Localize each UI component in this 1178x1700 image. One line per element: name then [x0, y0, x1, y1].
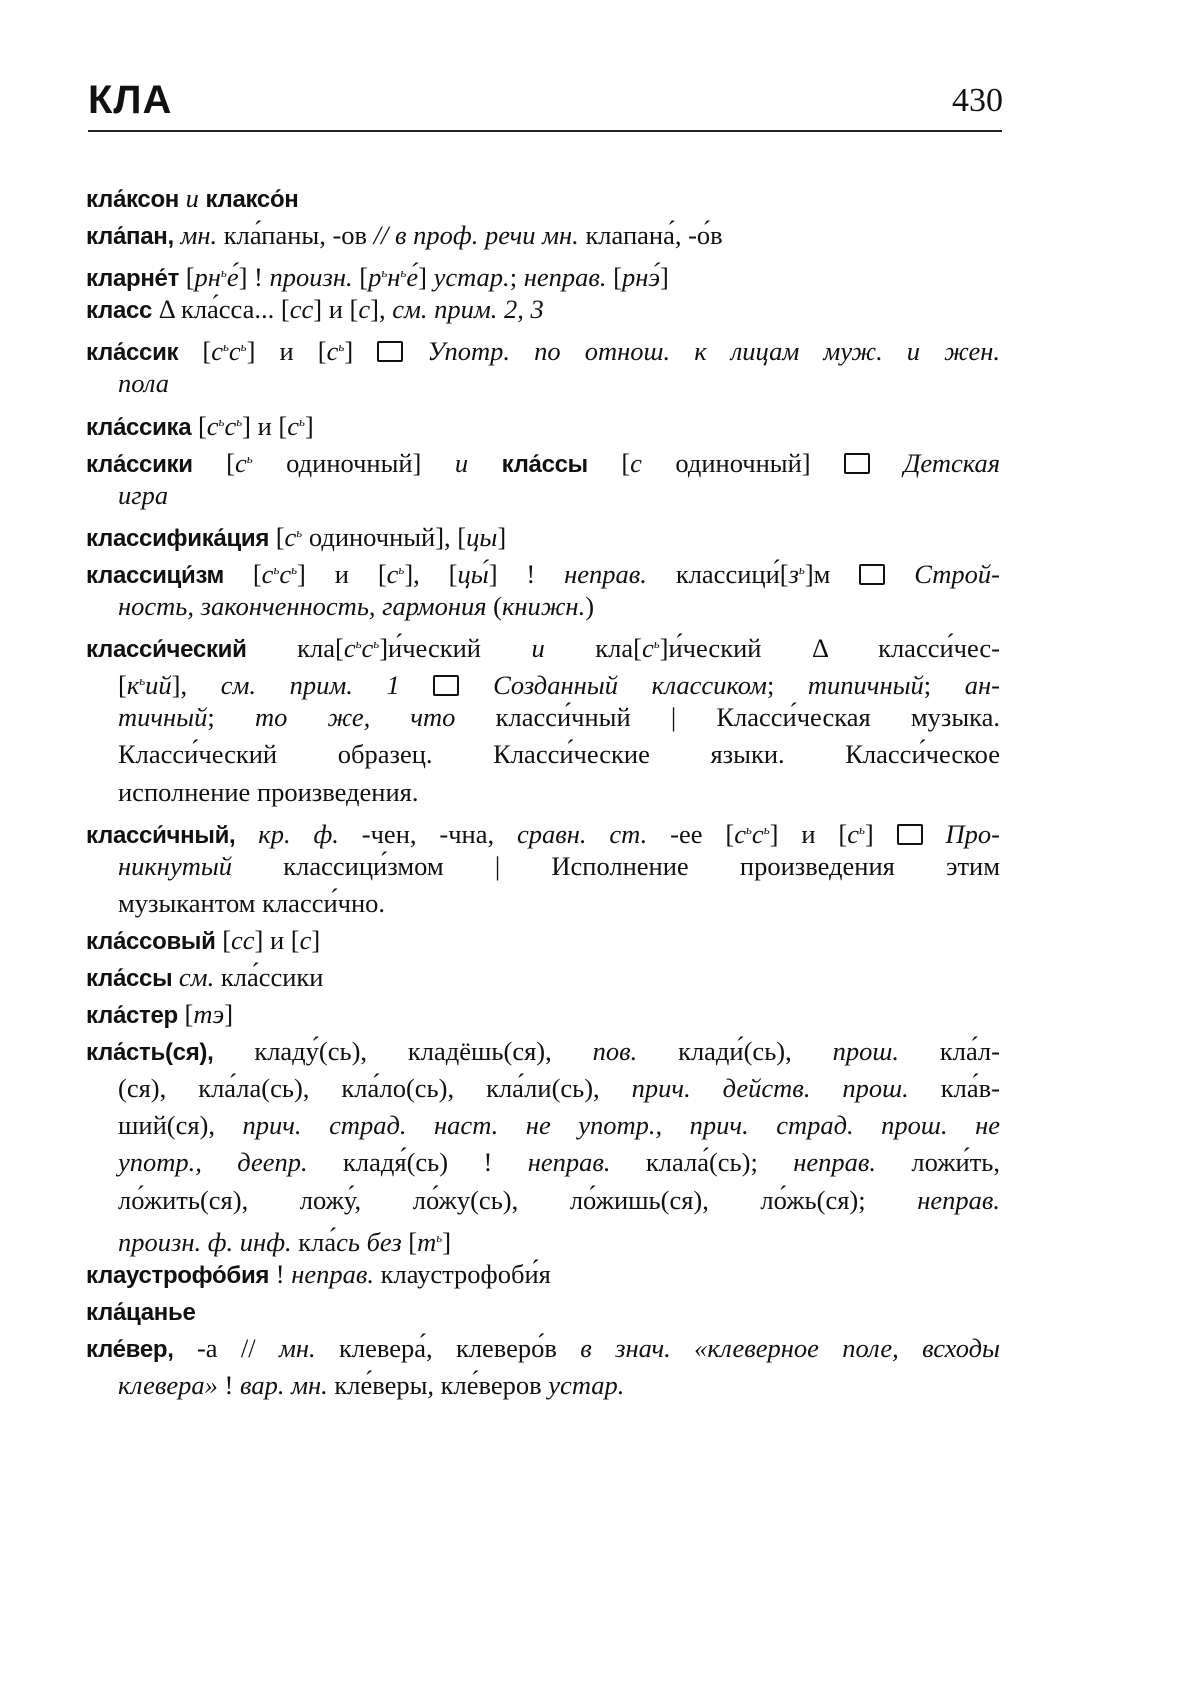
- dictionary-entry: [86, 625, 1000, 810]
- soft-sign-superscript: ь: [296, 524, 303, 540]
- entry-text: [: [192, 447, 236, 478]
- dictionary-entries: [86, 180, 1000, 1404]
- entry-text: -чен, -чна,: [338, 818, 517, 849]
- entry-text: кла́л-: [898, 1036, 1000, 1067]
- italic-note: сравн. ст.: [517, 818, 648, 849]
- soft-sign-superscript: ь: [763, 821, 770, 837]
- entry-text: ] и [: [254, 924, 300, 955]
- entry-text: клади́(сь),: [637, 1036, 833, 1067]
- entry-text: !: [217, 1370, 240, 1400]
- soft-sign-superscript: ь: [236, 413, 243, 429]
- dictionary-entry: [86, 551, 1000, 625]
- soft-sign-superscript: ь: [139, 673, 146, 689]
- italic-note: ий: [145, 670, 172, 701]
- italic-note: мн.: [278, 1332, 316, 1363]
- entry-text: кла[: [544, 633, 642, 664]
- italic-note: с: [847, 818, 859, 849]
- soft-sign-superscript: ь: [355, 636, 362, 652]
- soft-sign-superscript: ь: [240, 339, 247, 355]
- italic-note: р: [368, 262, 382, 293]
- italic-note: Детская: [903, 447, 1001, 478]
- entry-text: [923, 819, 946, 849]
- entry-text: (ся), кла́ла(сь), кла́ло(сь), кла́ли(сь),: [118, 1073, 632, 1104]
- headword: кла́ссика: [86, 413, 192, 441]
- soft-sign-superscript: ь: [338, 339, 345, 355]
- entry-text: клевера́, клеверо́в: [315, 1332, 581, 1363]
- entry-text: кладя́(сь) !: [307, 1147, 528, 1178]
- headword: кла́ксон: [86, 186, 179, 213]
- dictionary-entry: [86, 1330, 1000, 1404]
- headword: класс: [86, 297, 153, 325]
- entry-text: исполнение произведения.: [118, 776, 419, 807]
- italic-note: в знач. «клеверное поле, всходы: [580, 1332, 1000, 1363]
- italic-note: з: [788, 558, 799, 589]
- entry-text: [: [269, 521, 285, 552]
- entry-line: [86, 662, 1000, 699]
- entry-text: ]: [304, 410, 314, 441]
- headword: классифика́ция: [86, 524, 270, 552]
- entry-text: ],: [370, 294, 393, 325]
- entry-line: [86, 514, 1000, 551]
- italic-note: книжн.: [501, 591, 586, 622]
- entry-text: кладу́(сь), кладёшь(ся),: [213, 1036, 593, 1067]
- italic-note: с: [224, 410, 237, 441]
- definition-box-icon: [844, 453, 870, 474]
- headword: кла́ссовый: [86, 927, 216, 955]
- entry-line: [86, 922, 1000, 959]
- entry-text: музыкантом класси́чно.: [118, 887, 386, 918]
- entry-text: одиночный]: [641, 447, 845, 478]
- dictionary-entry: [86, 440, 1000, 514]
- dictionary-entry: [86, 1033, 1000, 1256]
- entry-text: [: [587, 447, 631, 478]
- running-head: КЛА: [88, 78, 173, 122]
- entry-text: клапана́, -о́в: [578, 220, 723, 251]
- entry-text: ]м: [804, 558, 860, 589]
- entry-line: [86, 736, 1000, 773]
- entry-text: (: [486, 591, 502, 622]
- italic-note: мн.: [173, 220, 218, 251]
- entry-line: [86, 1330, 1000, 1367]
- entry-text: ] !: [488, 558, 565, 589]
- entry-line: [86, 1144, 1000, 1181]
- entry-text: клаустрофоби́я: [373, 1258, 551, 1289]
- entry-text: ;: [766, 670, 808, 701]
- italic-note: сс: [289, 294, 314, 325]
- entry-text: [885, 559, 914, 589]
- italic-note: цы: [466, 521, 498, 552]
- dictionary-entry: [86, 217, 1000, 254]
- entry-line: [86, 848, 1000, 885]
- italic-note: ность, законченность, гармония: [118, 591, 487, 622]
- italic-note: // в проф. речи мн.: [373, 220, 579, 251]
- entry-text: одиночный]: [252, 447, 455, 478]
- header-rule: [88, 130, 1002, 132]
- entry-line: [86, 1256, 1000, 1293]
- headword: классици́зм: [86, 561, 224, 589]
- entry-text: ],: [171, 670, 221, 701]
- entry-text: ]: [418, 262, 434, 293]
- entry-text: -ее [: [647, 818, 735, 849]
- entry-line: [86, 217, 1000, 254]
- entry-text: кла́паны, -ов: [217, 220, 374, 251]
- entry-text: -а //: [173, 1332, 279, 1363]
- entry-text: ]: [224, 999, 234, 1030]
- entry-text: [: [178, 336, 212, 367]
- headword: кла́цанье: [86, 1298, 196, 1326]
- italic-note: рнэ́: [621, 262, 661, 293]
- entry-text: класси́чный | Класси́ческая музыка.: [455, 702, 1000, 733]
- entry-text: классици́змом | Исполнение произведения этим: [232, 850, 1000, 881]
- entry-line: [86, 811, 1000, 848]
- italic-note: с: [358, 294, 371, 325]
- entry-text: ложи́ть,: [876, 1147, 1000, 1178]
- entry-text: Δ кла́сса... [: [152, 294, 290, 325]
- entry-text: [403, 336, 427, 366]
- headword: кларне́т: [86, 265, 180, 293]
- headword: клаустрофо́бия: [86, 1261, 270, 1289]
- italic-note: с: [734, 818, 746, 849]
- soft-sign-superscript: ь: [798, 561, 805, 577]
- entry-text: [: [215, 924, 232, 955]
- entry-text: ]: [660, 262, 669, 293]
- headword: кле́вер,: [86, 1335, 174, 1363]
- entry-text: ] и [: [769, 818, 848, 849]
- italic-note: с: [343, 633, 356, 664]
- entry-text: ] и [: [242, 410, 288, 441]
- entry-line: [86, 885, 1000, 922]
- italic-note: с: [386, 558, 399, 589]
- italic-note: прич. действ. прош.: [631, 1073, 909, 1104]
- entry-text: ] и [: [297, 558, 387, 589]
- soft-sign-superscript: ь: [653, 636, 660, 652]
- entry-text: кла́ссики: [214, 961, 324, 992]
- entry-line: [86, 774, 1000, 811]
- soft-sign-superscript: ь: [858, 821, 865, 837]
- entry-text: кле́веры, кле́веров: [327, 1370, 549, 1400]
- italic-note: вар. мн.: [240, 1370, 328, 1400]
- entry-text: !: [269, 1258, 292, 1289]
- italic-note: с: [751, 818, 764, 849]
- italic-note: с: [641, 633, 654, 664]
- definition-box-icon: [859, 564, 885, 585]
- italic-note: тичный: [118, 702, 208, 733]
- dictionary-entry: [86, 514, 1000, 551]
- headword: кла́пан,: [86, 223, 174, 251]
- italic-note: с: [361, 633, 374, 664]
- soft-sign-superscript: ь: [222, 339, 229, 355]
- italic-note: е́: [226, 262, 239, 293]
- entry-text: Класси́ческий образец. Класси́ческие языки. Класси́ческое: [118, 739, 1000, 770]
- italic-note: употр., деепр.: [118, 1147, 308, 1178]
- italic-note: неправ.: [793, 1147, 876, 1178]
- entry-text: [870, 448, 903, 478]
- entry-text: [400, 670, 434, 700]
- dictionary-entry: [86, 291, 1000, 328]
- headword: кла́стер: [86, 1002, 178, 1030]
- headword: кла́ссы: [501, 450, 588, 478]
- entry-line: [86, 959, 1000, 996]
- entry-line: [86, 996, 1000, 1033]
- entry-text: ;: [509, 262, 524, 293]
- entry-text: [459, 670, 493, 700]
- entry-line: [86, 1219, 1000, 1256]
- entry-text: кла́в-: [908, 1073, 1000, 1104]
- entry-text: ] и [: [313, 294, 359, 325]
- definition-box-icon: [433, 675, 459, 696]
- dictionary-entry: [86, 996, 1000, 1033]
- entry-line: [86, 254, 1000, 291]
- page-number: 430: [952, 82, 1003, 119]
- italic-note: тэ: [193, 999, 225, 1030]
- entry-text: кла[: [246, 633, 344, 664]
- entry-line: [86, 1182, 1000, 1219]
- italic-note: с: [235, 447, 247, 478]
- italic-note: с: [261, 558, 274, 589]
- entry-text: [: [179, 262, 195, 293]
- italic-note: сь без: [336, 1226, 402, 1257]
- italic-note: Про-: [945, 818, 1000, 849]
- italic-note: неправ.: [917, 1184, 1000, 1215]
- soft-sign-superscript: ь: [218, 413, 225, 429]
- entry-text: [: [352, 262, 369, 293]
- soft-sign-superscript: ь: [220, 265, 227, 281]
- italic-note: н: [387, 262, 401, 293]
- entry-line: [86, 1033, 1000, 1070]
- italic-note: сс: [231, 924, 255, 955]
- entry-text: [: [223, 558, 262, 589]
- italic-note: и: [531, 633, 545, 664]
- italic-note: Строй-: [914, 558, 1000, 589]
- italic-note: Созданный классиком: [493, 670, 767, 701]
- italic-note: к: [126, 670, 140, 701]
- entry-line: [86, 291, 1000, 328]
- entry-text: ]: [344, 336, 378, 367]
- entry-text: [: [401, 1226, 418, 1257]
- soft-sign-superscript: ь: [746, 821, 752, 837]
- italic-note: неправ.: [523, 262, 607, 293]
- italic-note: неправ.: [527, 1147, 611, 1178]
- italic-note: клевера»: [118, 1370, 218, 1400]
- soft-sign-superscript: ь: [299, 413, 305, 429]
- soft-sign-superscript: ь: [398, 561, 405, 577]
- entry-line: [86, 625, 1000, 662]
- entry-text: ] и [: [246, 336, 327, 367]
- entry-line: [86, 1367, 1000, 1404]
- entry-text: ший(ся),: [118, 1110, 243, 1141]
- headword: класси́чный,: [86, 821, 236, 849]
- soft-sign-superscript: ь: [273, 561, 280, 577]
- dictionary-entry: [86, 328, 1000, 402]
- soft-sign-superscript: ь: [373, 636, 380, 652]
- italic-note: игра: [118, 479, 169, 510]
- soft-sign-superscript: ь: [291, 561, 298, 577]
- entry-text: кла́: [291, 1226, 337, 1257]
- italic-note: с: [287, 410, 299, 441]
- headword: кла́ссик: [86, 339, 179, 367]
- soft-sign-superscript: ь: [436, 1229, 443, 1245]
- entry-text: ]и́ческий: [379, 633, 532, 664]
- italic-note: никнутый: [118, 850, 233, 881]
- italic-note: кр. ф.: [235, 818, 339, 849]
- italic-note: неправ.: [291, 1258, 374, 1289]
- italic-note: и: [454, 447, 502, 478]
- entry-text: ]: [442, 1226, 452, 1257]
- italic-note: неправ.: [564, 558, 647, 589]
- headword: кла́ссы: [86, 964, 173, 992]
- italic-note: см.: [172, 961, 215, 992]
- soft-sign-superscript: ь: [400, 265, 407, 281]
- dictionary-entry: [86, 254, 1000, 291]
- entry-line: [86, 440, 1000, 477]
- italic-note: т: [417, 1226, 437, 1257]
- entry-text: ]: [497, 521, 507, 552]
- italic-note: с: [630, 447, 642, 478]
- soft-sign-superscript: ь: [381, 265, 388, 281]
- dictionary-entry: [86, 959, 1000, 996]
- italic-note: типичный: [807, 670, 924, 701]
- dictionary-entry: [86, 811, 1000, 922]
- entry-text: ]: [864, 818, 897, 849]
- dictionary-entry: [86, 1256, 1000, 1293]
- dictionary-entry: [86, 1293, 1000, 1330]
- dictionary-entry: [86, 922, 1000, 959]
- entry-text: ] !: [238, 262, 270, 293]
- italic-note: Употр. по отнош. к лицам муж. и жен.: [427, 336, 1001, 367]
- italic-note: е́: [406, 262, 419, 293]
- italic-note: рн: [194, 262, 221, 293]
- entry-text: одиночный], [: [302, 521, 467, 552]
- entry-line: [86, 1107, 1000, 1144]
- italic-note: с: [326, 336, 339, 367]
- italic-note: см. прим. 1: [220, 670, 400, 701]
- entry-text: ;: [207, 702, 255, 733]
- definition-box-icon: [377, 341, 403, 362]
- dictionary-entry: [86, 403, 1000, 440]
- italic-note: пола: [118, 368, 169, 399]
- entry-line: [86, 365, 1000, 402]
- entry-text: ;: [923, 670, 965, 701]
- entry-line: [86, 551, 1000, 588]
- entry-text: ]и́ческий Δ класси́чес-: [659, 633, 1000, 664]
- italic-note: цы́: [457, 558, 489, 589]
- entry-text: [: [118, 670, 127, 701]
- definition-box-icon: [897, 824, 923, 845]
- entry-line: [86, 1070, 1000, 1107]
- entry-line: [86, 328, 1000, 365]
- soft-sign-superscript: ь: [246, 450, 253, 466]
- italic-note: с: [299, 924, 312, 955]
- entry-text: клала́(сь);: [610, 1147, 794, 1178]
- italic-note: пов.: [592, 1036, 638, 1067]
- headword: кла́сть(ся),: [86, 1039, 214, 1067]
- headword: кла́ссики: [86, 450, 193, 478]
- entry-text: [: [191, 410, 207, 441]
- headword: клаксо́н: [205, 186, 299, 213]
- entry-line: [86, 477, 1000, 514]
- italic-note: то же, что: [254, 702, 456, 733]
- italic-note: с: [228, 336, 241, 367]
- dictionary-entry: [86, 180, 1000, 217]
- italic-note: с: [284, 521, 297, 552]
- italic-note: см. прим. 2, 3: [392, 294, 544, 325]
- entry-text: ): [585, 591, 595, 622]
- italic-note: произн.: [269, 262, 353, 293]
- italic-note: с: [279, 558, 292, 589]
- italic-note: и: [179, 183, 206, 213]
- italic-note: с: [206, 410, 219, 441]
- italic-note: устар.: [433, 262, 510, 293]
- entry-text: [: [606, 262, 622, 293]
- entry-line: [86, 699, 1000, 736]
- entry-line: [86, 588, 1000, 625]
- entry-text: [: [177, 999, 194, 1030]
- entry-line: [86, 1293, 1000, 1330]
- entry-text: ло́жить(ся), ложу́, ло́жу(сь), ло́жишь(ся), ло́жь(ся);: [118, 1184, 918, 1215]
- italic-note: произн. ф. инф.: [118, 1226, 292, 1257]
- italic-note: ан-: [964, 670, 1001, 701]
- headword: класси́ческий: [86, 636, 247, 664]
- italic-note: прич. страд. наст. не употр., прич. страд. прош. не: [242, 1110, 1001, 1141]
- italic-note: устар.: [548, 1370, 625, 1400]
- entry-text: ]: [311, 924, 321, 955]
- entry-text: классици́[: [646, 558, 789, 589]
- italic-note: прош.: [832, 1036, 899, 1067]
- italic-note: с: [211, 336, 223, 367]
- entry-line: [86, 403, 1000, 440]
- entry-text: ], [: [404, 558, 458, 589]
- entry-line: [86, 180, 1000, 217]
